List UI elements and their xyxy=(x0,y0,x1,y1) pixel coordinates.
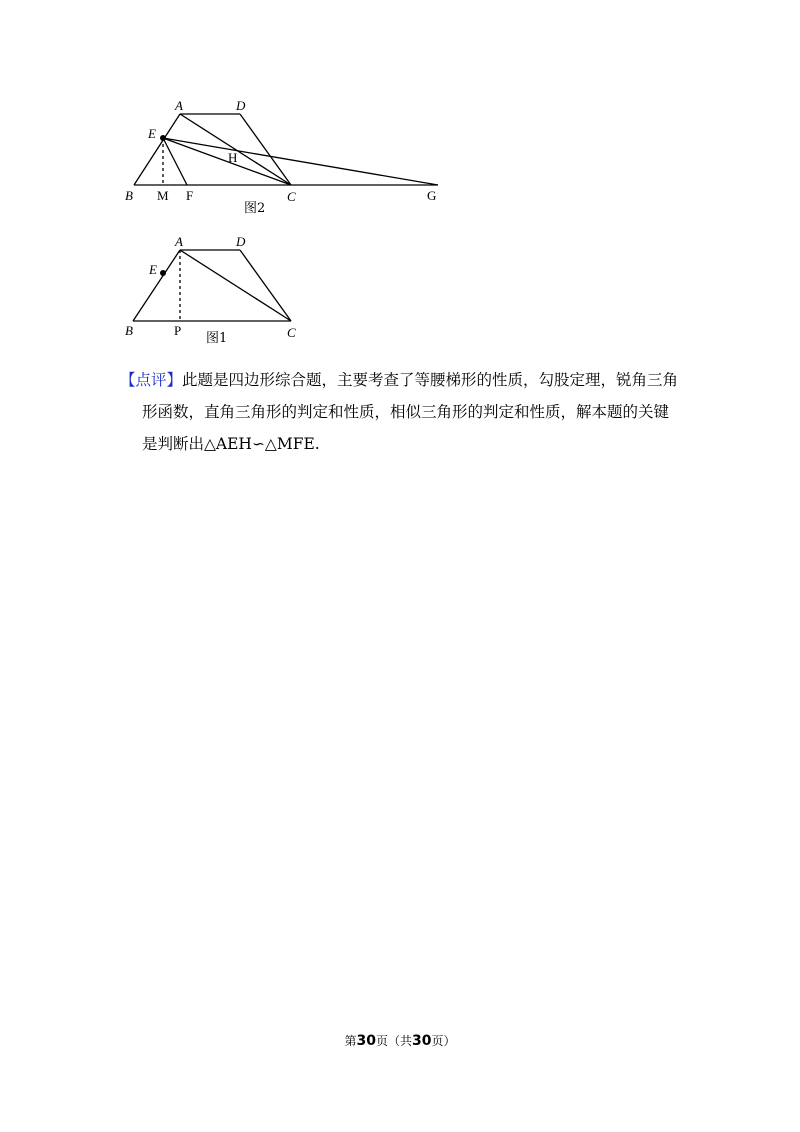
label-c: C xyxy=(287,189,296,204)
label-b: B xyxy=(125,188,133,203)
label-e: E xyxy=(149,262,157,277)
label-e: E xyxy=(148,126,156,141)
figure-1 xyxy=(0,0,800,360)
comment-tag: 【点评】 xyxy=(120,371,183,389)
comment-line-3: 是判断出△AEH∽△MFE. xyxy=(142,435,320,453)
point-e-dot xyxy=(160,270,166,276)
label-b: B xyxy=(125,323,133,338)
figure-1-caption: 图1 xyxy=(206,331,228,346)
figure-2-caption: 图2 xyxy=(244,201,266,216)
page-number: 30 xyxy=(356,1033,376,1049)
comment-block xyxy=(120,364,700,460)
page-footer: 第30页（共30页） xyxy=(344,1033,456,1049)
label-a: A xyxy=(175,234,183,249)
segment-ba xyxy=(133,250,180,321)
label-m: M xyxy=(157,188,169,203)
label-h: H xyxy=(228,150,238,165)
label-d: D xyxy=(236,98,246,113)
segment-ac xyxy=(180,250,291,321)
label-c: C xyxy=(287,325,296,340)
page-total: 30 xyxy=(412,1033,432,1049)
comment-line-1: 【点评】此题是四边形综合题，主要考查了等腰梯形的性质，勾股定理，锐角三角 xyxy=(120,371,679,389)
label-a: A xyxy=(175,98,183,113)
label-g: G xyxy=(427,188,437,203)
label-p: P xyxy=(174,323,182,338)
label-f: F xyxy=(186,188,194,203)
segment-dc xyxy=(240,250,291,321)
comment-line-2: 形函数，直角三角形的判定和性质，相似三角形的判定和性质，解本题的关键 xyxy=(142,403,670,421)
label-d: D xyxy=(236,234,246,249)
